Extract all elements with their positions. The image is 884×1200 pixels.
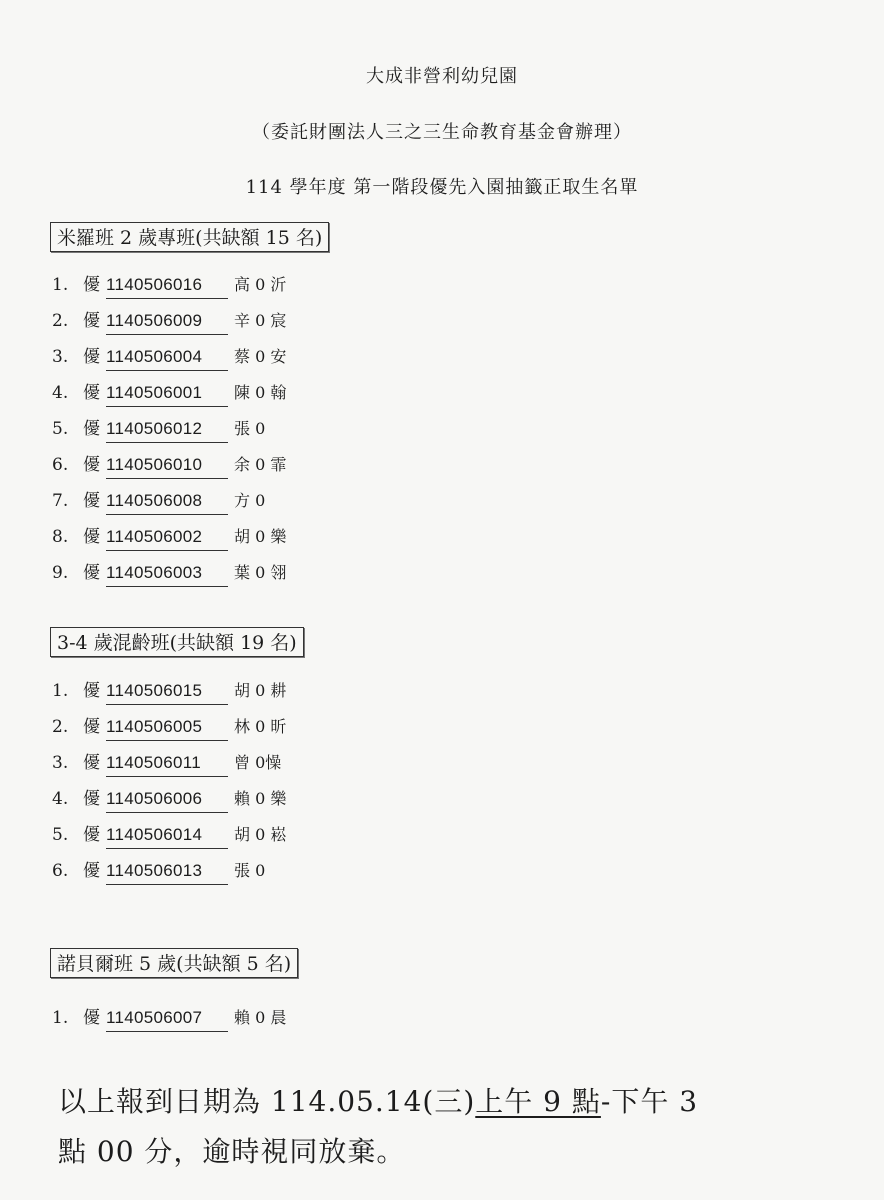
entry-number: 8. — [52, 527, 69, 547]
list-item — [50, 678, 450, 714]
section-title-milo-class: 米羅班 2 歲專班(共缺額 15 名) — [50, 222, 329, 252]
entry-number: 6. — [52, 861, 69, 881]
application-number: 1140506005 — [106, 714, 228, 741]
list-item — [50, 272, 450, 308]
student-name: 辛 0 宸 — [234, 311, 287, 330]
student-name: 方 0 — [234, 491, 266, 510]
student-name: 蔡 0 安 — [234, 347, 287, 366]
list-item — [50, 308, 450, 344]
student-name: 曾 0懆 — [234, 753, 282, 772]
entry-number: 6. — [52, 455, 69, 475]
list-item — [50, 822, 450, 858]
student-name: 胡 0 崧 — [234, 825, 287, 844]
notice-start-time: 上午 9 點 — [475, 1085, 601, 1118]
application-number: 1140506008 — [106, 488, 228, 515]
entry-number: 7. — [52, 491, 69, 511]
entry-number: 9. — [52, 563, 69, 583]
student-name: 高 0 沂 — [234, 275, 287, 294]
operator-note: （委託財團法人三之三生命教育基金會辦理） — [252, 122, 632, 143]
list-item — [50, 560, 450, 596]
list-item — [50, 786, 450, 822]
priority-mark: 優 — [83, 717, 100, 737]
list-item — [50, 1005, 450, 1041]
section-title-mixed-age-class: 3-4 歲混齡班(共缺額 19 名) — [50, 627, 304, 657]
student-name: 葉 0 翎 — [234, 563, 287, 582]
list-item — [50, 524, 450, 560]
priority-mark: 優 — [83, 681, 100, 701]
priority-mark: 優 — [83, 861, 100, 881]
entry-number: 3. — [52, 753, 69, 773]
list-item — [50, 380, 450, 416]
notice-line-1 — [58, 1077, 838, 1127]
application-number: 1140506015 — [106, 678, 228, 705]
priority-mark: 優 — [83, 455, 100, 475]
entry-number: 5. — [52, 825, 69, 845]
application-number: 1140506002 — [106, 524, 228, 551]
entry-list-mixed-age-class — [50, 678, 450, 894]
list-item — [50, 344, 450, 380]
priority-mark: 優 — [83, 383, 100, 403]
notice-line-2: 點 00 分，逾時視同放棄。 — [58, 1135, 406, 1168]
student-name: 賴 0 晨 — [234, 1008, 287, 1027]
priority-mark: 優 — [83, 527, 100, 547]
section-title-nobel-class: 諾貝爾班 5 歲(共缺額 5 名) — [50, 948, 298, 978]
priority-mark: 優 — [83, 275, 100, 295]
priority-mark: 優 — [83, 311, 100, 331]
student-name: 陳 0 翰 — [234, 383, 287, 402]
priority-mark: 優 — [83, 789, 100, 809]
list-item — [50, 488, 450, 524]
notice-date-text: 以上報到日期為 114.05.14(三) — [58, 1085, 476, 1118]
kindergarten-name: 大成非營利幼兒園 — [366, 66, 518, 87]
list-item — [50, 714, 450, 750]
priority-mark: 優 — [83, 825, 100, 845]
student-name: 余 0 霏 — [234, 455, 287, 474]
student-name: 張 0 — [234, 861, 266, 880]
entry-number: 5. — [52, 419, 69, 439]
entry-number: 2. — [52, 717, 69, 737]
application-number: 1140506006 — [106, 786, 228, 813]
application-number: 1140506007 — [106, 1005, 228, 1032]
entry-number: 3. — [52, 347, 69, 367]
student-name: 賴 0 樂 — [234, 789, 287, 808]
entry-number: 1. — [52, 1008, 69, 1028]
priority-mark: 優 — [83, 347, 100, 367]
application-number: 1140506016 — [106, 272, 228, 299]
list-item — [50, 858, 450, 894]
application-number: 1140506010 — [106, 452, 228, 479]
priority-mark: 優 — [83, 563, 100, 583]
application-number: 1140506001 — [106, 380, 228, 407]
entry-number: 1. — [52, 275, 69, 295]
registration-notice — [58, 1077, 838, 1177]
priority-mark: 優 — [83, 491, 100, 511]
priority-mark: 優 — [83, 753, 100, 773]
entry-number: 1. — [52, 681, 69, 701]
entry-number: 4. — [52, 383, 69, 403]
application-number: 1140506014 — [106, 822, 228, 849]
student-name: 張 0 — [234, 419, 266, 438]
entry-list-milo-class — [50, 272, 450, 596]
list-item — [50, 416, 450, 452]
priority-mark: 優 — [83, 1008, 100, 1028]
list-item — [50, 750, 450, 786]
list-item — [50, 452, 450, 488]
application-number: 1140506012 — [106, 416, 228, 443]
application-number: 1140506013 — [106, 858, 228, 885]
application-number: 1140506009 — [106, 308, 228, 335]
student-name: 林 0 昕 — [234, 717, 287, 736]
entry-number: 2. — [52, 311, 69, 331]
application-number: 1140506011 — [106, 750, 228, 777]
application-number: 1140506003 — [106, 560, 228, 587]
priority-mark: 優 — [83, 419, 100, 439]
student-name: 胡 0 樂 — [234, 527, 287, 546]
notice-end-time: -下午 3 — [600, 1085, 699, 1118]
entry-list-nobel-class — [50, 1005, 450, 1041]
list-title: 114 學年度 第一階段優先入園抽籤正取生名單 — [245, 177, 639, 198]
application-number: 1140506004 — [106, 344, 228, 371]
student-name: 胡 0 耕 — [234, 681, 287, 700]
entry-number: 4. — [52, 789, 69, 809]
